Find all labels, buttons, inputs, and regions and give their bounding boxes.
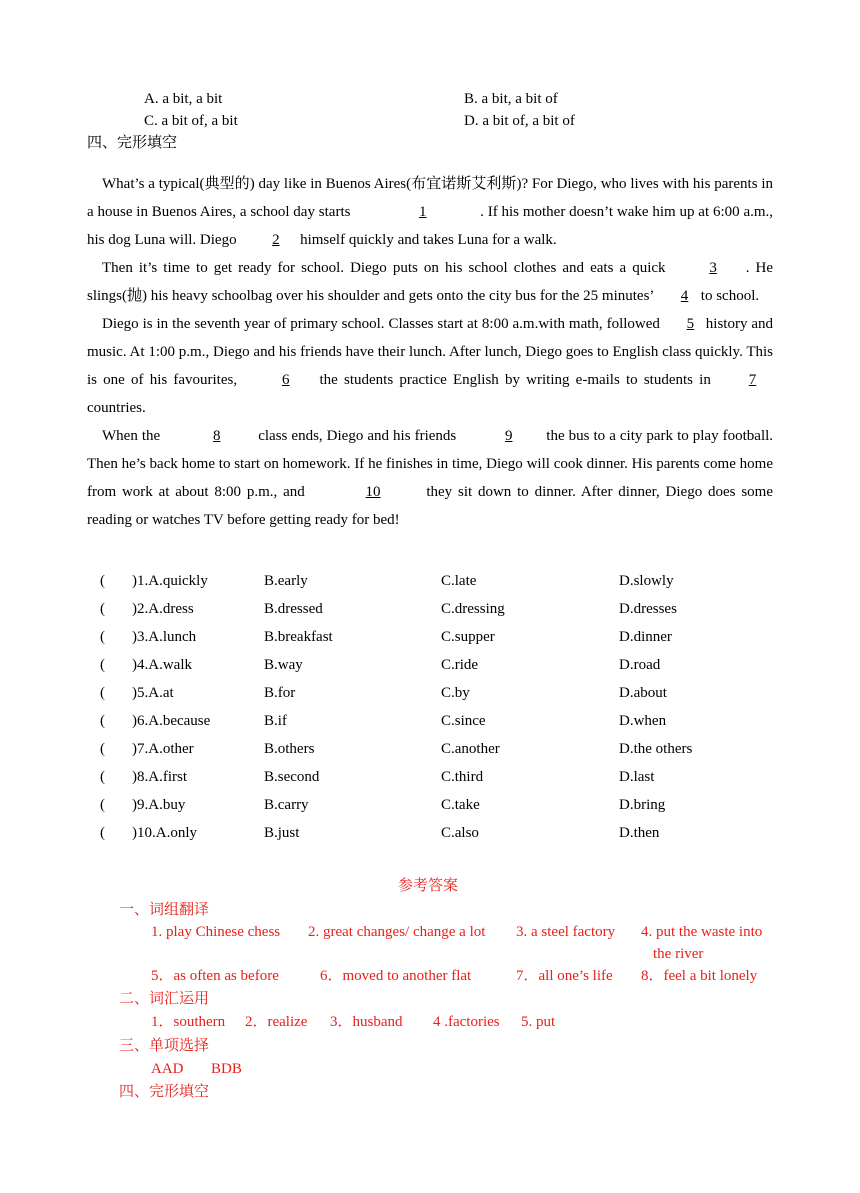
passage-text: class ends, Diego and his friends (258, 428, 457, 444)
blank-5: 5 (686, 316, 695, 332)
option-d-text: D.slowly (619, 573, 674, 589)
answer-paren: ( (100, 797, 105, 813)
answer-paren: ( (100, 825, 105, 841)
question-row (100, 683, 780, 703)
option-d-text: D.the others (619, 741, 693, 757)
blank-4: 4 (680, 288, 689, 304)
answer-section-4-heading: 四、完形填空 (119, 1082, 210, 1100)
option-c-text: C.late (441, 573, 477, 589)
answer-item: AAD (151, 1061, 184, 1077)
option-a-text: )6.A.because (132, 713, 211, 729)
answer-item: 4. put the waste into (641, 924, 763, 940)
passage-text: the students practice English by writing e-mails to students in (319, 372, 711, 388)
answer-item: 3. a steel factory (516, 924, 616, 940)
option-a-text: )4.A.walk (132, 657, 192, 673)
passage-text: Diego is in the seventh year of primary school. Classes start at 8:00 a.m.with math, followed (102, 316, 660, 332)
option-b-text: B.others (264, 741, 315, 757)
option-a-text: )2.A.dress (132, 601, 194, 617)
option-d-text: D.bring (619, 797, 666, 813)
question-row (100, 767, 780, 787)
option-d-text: D.dinner (619, 629, 672, 645)
option-b-text: B.just (264, 825, 300, 841)
question-row (100, 571, 780, 591)
option-c-text: C.another (441, 741, 500, 757)
question-row (100, 655, 780, 675)
passage-text: they sit down to dinner. After dinner, Diego does some reading or watches TV before getting ready for bed! (87, 484, 773, 528)
blank-9: 9 (505, 428, 513, 444)
option-d-text: D.last (619, 769, 655, 785)
passage-text: Then it’s time to get ready for school. Diego puts on his school clothes and eats a quick (102, 260, 666, 276)
answer-item: 6．moved to another flat (320, 968, 472, 984)
question-row (100, 711, 780, 731)
answer-item: the river (653, 946, 704, 962)
option-b-text: B.carry (264, 797, 309, 813)
answer-section-2-heading: 二、词汇运用 (119, 989, 210, 1007)
option-a-text: )10.A.only (132, 825, 197, 841)
option-c-text: C.ride (441, 657, 479, 673)
paragraph-1 (87, 170, 773, 254)
passage-text: history and music. At 1:00 p.m., Diego and his friends have their lunch. After lunch, Diego goes to English class quickly. This is one of his favourites, (87, 316, 774, 388)
passage-text: the bus to a city park to play football. Then he’s back home to start on homework. If he finishes in time, Diego will cook dinner. His parents come home from work at about 8:00 p.m., and (87, 428, 774, 500)
passage-text: . If his mother doesn’t wake him up at 6:00 a.m., his dog Luna will. Diego (87, 204, 774, 248)
option-b-text: B.dressed (264, 601, 323, 617)
blank-3: 3 (709, 260, 717, 276)
answer-paren: ( (100, 657, 105, 673)
blank-8: 8 (212, 428, 221, 444)
blank-2: 2 (272, 232, 280, 248)
option-c-text: C.by (441, 685, 470, 701)
option-a-text: )5.A.at (132, 685, 174, 701)
option-c-text: C.third (441, 769, 484, 785)
answer-section-3-heading: 三、单项选择 (119, 1036, 210, 1054)
option-c-text: C.also (441, 825, 479, 841)
option-b-text: B.second (264, 769, 320, 785)
paragraph-2 (87, 254, 773, 310)
option-a-text: )9.A.buy (132, 797, 186, 813)
option-d-text: D.when (619, 713, 667, 729)
option-b-text: B.way (264, 657, 303, 673)
option-b-text: B.if (264, 713, 287, 729)
option-d-text: D.then (619, 825, 660, 841)
passage-text: countries. (87, 400, 146, 416)
answer-paren: ( (100, 713, 105, 729)
paragraph-4 (87, 422, 773, 534)
option-d-text: D.road (619, 657, 661, 673)
option-c-text: C.dressing (441, 601, 505, 617)
question-row (100, 739, 780, 759)
answer-item: BDB (211, 1061, 242, 1077)
section-heading-cloze: 四、完形填空 (87, 133, 178, 151)
answer-key-title: 参考答案 (398, 876, 459, 894)
option-a-text: )7.A.other (132, 741, 194, 757)
question-row (100, 627, 780, 647)
option-a-text: )8.A.first (132, 769, 187, 785)
option-d: D. a bit of, a bit of (464, 113, 575, 129)
option-b-text: B.early (264, 573, 308, 589)
blank-1: 1 (419, 204, 427, 220)
blank-10: 10 (365, 484, 381, 500)
passage-text: When the (102, 428, 161, 444)
passage-text: himself quickly and takes Luna for a walk. (300, 232, 557, 248)
option-b: B. a bit, a bit of (464, 91, 558, 107)
answer-item: 5. put (521, 1014, 556, 1030)
option-a: A. a bit, a bit (144, 91, 223, 107)
passage-text: What’s a typical(典型的) day like in Buenos Aires(布宜诺斯艾利斯)? For Diego, who lives with his parents in a house in Buenos Aires, a school day starts (87, 176, 773, 220)
option-d-text: D.about (619, 685, 667, 701)
passage-text: to school. (700, 288, 760, 304)
blank-7: 7 (748, 372, 757, 388)
answer-paren: ( (100, 601, 105, 617)
option-c-text: C.since (441, 713, 486, 729)
answer-item: 5．as often as before (151, 968, 279, 984)
option-a-text: )3.A.lunch (132, 629, 197, 645)
option-c-text: C.take (441, 797, 480, 813)
paragraph-3 (87, 310, 773, 422)
answer-section-1-heading: 一、词组翻译 (119, 900, 210, 918)
answer-item: 3．husband (330, 1014, 403, 1030)
answer-paren: ( (100, 769, 105, 785)
answer-item: 2. great changes/ change a lot (308, 924, 486, 940)
option-a-text: )1.A.quickly (132, 573, 208, 589)
question-row (100, 823, 780, 843)
option-c: C. a bit of, a bit (144, 113, 238, 129)
option-c-text: C.supper (441, 629, 495, 645)
answer-item: 7．all one’s life (516, 968, 613, 984)
answer-item: 1. play Chinese chess (151, 924, 281, 940)
answer-item: 8．feel a bit lonely (641, 968, 758, 984)
question-row (100, 599, 780, 619)
answer-paren: ( (100, 741, 105, 757)
answer-paren: ( (100, 573, 105, 589)
answer-item: 1．southern (151, 1014, 226, 1030)
question-row (100, 795, 780, 815)
blank-6: 6 (282, 372, 290, 388)
option-b-text: B.breakfast (264, 629, 333, 645)
answer-item: 4 .factories (433, 1014, 500, 1030)
answer-item: 2．realize (245, 1014, 308, 1030)
option-d-text: D.dresses (619, 601, 677, 617)
option-b-text: B.for (264, 685, 296, 701)
cloze-passage (87, 170, 773, 534)
answer-paren: ( (100, 685, 105, 701)
passage-text: . He slings(抛) his heavy schoolbag over his shoulder and gets onto the city bus for the 25 minutes’ (87, 260, 773, 304)
answer-paren: ( (100, 629, 105, 645)
